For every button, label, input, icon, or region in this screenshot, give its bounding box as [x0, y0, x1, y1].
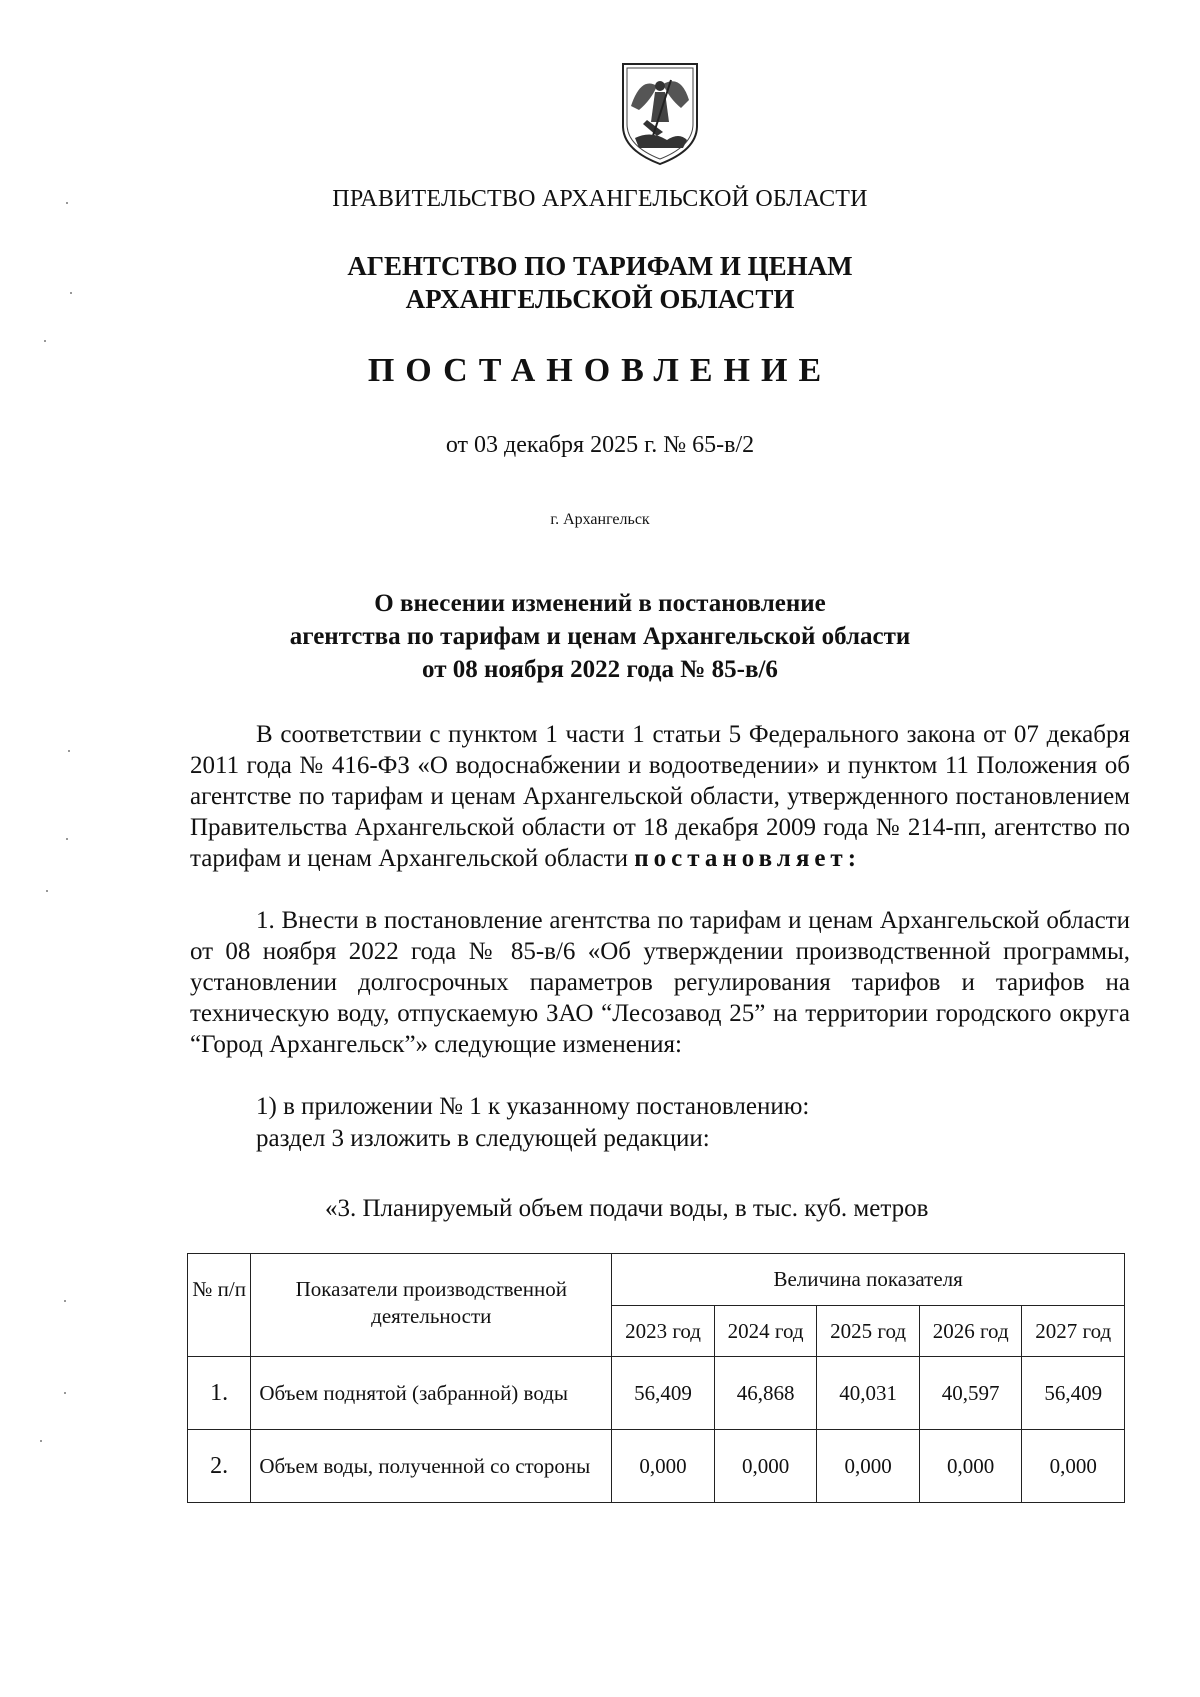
document-title — [0, 587, 1200, 686]
document-title-line2: агентства по тарифам и ценам Архангельской области — [289, 623, 911, 650]
scan-speck — [70, 292, 72, 294]
column-header-number: № п/п — [188, 1254, 251, 1357]
scan-speck — [40, 1440, 42, 1442]
column-header-value: Величина показателя — [612, 1254, 1125, 1306]
document-type: ПОСТАНОВЛЕНИЕ — [367, 352, 833, 389]
section-3-title: «3. Планируемый объем подачи воды, в тыс. куб. метров — [325, 1195, 929, 1222]
row-value: 56,409 — [612, 1357, 715, 1430]
year-header: 2027 год — [1022, 1306, 1125, 1357]
water-volume-table — [187, 1253, 1125, 1503]
scan-speck — [64, 1392, 66, 1394]
document-city: г. Архангельск — [550, 511, 650, 528]
agency-name — [0, 250, 1200, 316]
government-name: ПРАВИТЕЛЬСТВО АРХАНГЕЛЬСКОЙ ОБЛАСТИ — [332, 186, 868, 212]
table-header-row — [188, 1254, 1125, 1306]
row-value: 0,000 — [817, 1430, 920, 1503]
scan-speck — [66, 838, 68, 840]
row-indicator: Объем воды, полученной со стороны — [251, 1430, 612, 1503]
row-number: 1. — [188, 1357, 251, 1430]
scan-speck — [68, 750, 70, 752]
row-value: 46,868 — [714, 1357, 817, 1430]
clause-1-item-1: 1) в приложении № 1 к указанному постановлению: — [256, 1093, 810, 1120]
row-value: 0,000 — [714, 1430, 817, 1503]
row-value: 40,031 — [817, 1357, 920, 1430]
row-number: 2. — [188, 1430, 251, 1503]
row-value: 0,000 — [1022, 1430, 1125, 1503]
document-title-line1: О внесении изменений в постановление — [374, 590, 826, 617]
table-row — [188, 1430, 1125, 1503]
row-value: 0,000 — [919, 1430, 1022, 1503]
scan-speck — [44, 340, 46, 342]
document-title-line3: от 08 ноября 2022 года № 85-в/6 — [422, 656, 778, 683]
year-header: 2024 год — [714, 1306, 817, 1357]
row-indicator: Объем поднятой (забранной) воды — [251, 1357, 612, 1430]
preamble-paragraph — [190, 719, 1130, 874]
row-value: 0,000 — [612, 1430, 715, 1503]
column-header-indicator: Показатели производственной деятельности — [251, 1254, 612, 1357]
year-header: 2025 год — [817, 1306, 920, 1357]
year-header: 2023 год — [612, 1306, 715, 1357]
row-value: 56,409 — [1022, 1357, 1125, 1430]
document-date-number: от 03 декабря 2025 г. № 65-в/2 — [445, 432, 755, 458]
row-value: 40,597 — [919, 1357, 1022, 1430]
agency-name-line1: АГЕНТСТВО ПО ТАРИФАМ И ЦЕНАМ — [347, 251, 853, 281]
clause-1-item-1-sub: раздел 3 изложить в следующей редакции: — [256, 1125, 710, 1152]
preamble-text: В соответствии с пунктом 1 части 1 статьи 5 Федерального закона от 07 декабря 2011 года № 416-ФЗ «О водоснабжении и водоотведении» и пунктом 11 Положения об агентстве по тарифам и ценам Архангельской области, утвержденного постановлением Правительства Архангельской области от 18 декабря 2009 года № 214-пп, агентство по тарифам и ценам Архангельской области — [190, 721, 1130, 872]
scan-speck — [64, 1300, 66, 1302]
table-row — [188, 1357, 1125, 1430]
clause-1-paragraph: 1. Внести в постановление агентства по тарифам и ценам Архангельской области от 08 ноября 2022 года № 85-в/6 «Об утверждении производственной программы, установлении долгосрочных параметров регулирования тарифов и тарифов на техническую воду, отпускаемую ЗАО “Лесозавод 25” на территории городского округа “Город Архангельск”» следующие изменения: — [190, 907, 1130, 1058]
year-header: 2026 год — [919, 1306, 1022, 1357]
scan-speck — [46, 890, 48, 892]
decree-word: постановляет: — [634, 845, 862, 872]
agency-name-line2: АРХАНГЕЛЬСКОЙ ОБЛАСТИ — [405, 284, 795, 314]
scan-speck — [66, 202, 68, 204]
arkhangelsk-coat-of-arms-icon — [617, 60, 703, 168]
